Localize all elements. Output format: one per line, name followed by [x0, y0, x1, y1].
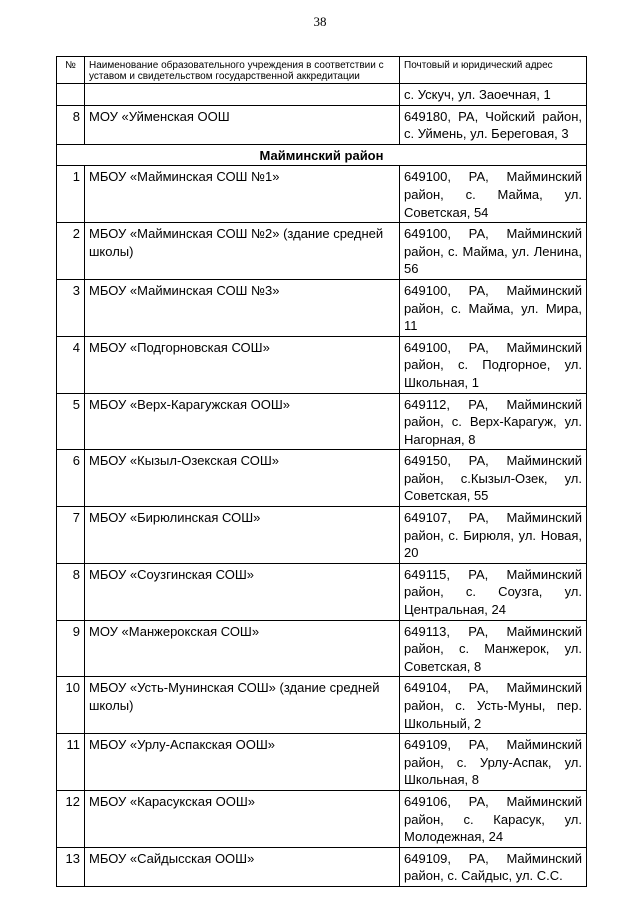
schools-table — [56, 56, 587, 887]
section-row — [57, 144, 587, 166]
table-row — [57, 105, 587, 144]
row-name: МБОУ «Верх-Карагужская ООШ» — [85, 393, 400, 450]
table-row — [57, 563, 587, 620]
table-header-row — [57, 57, 587, 84]
row-num: 3 — [57, 279, 85, 336]
row-num: 11 — [57, 734, 85, 791]
row-num: 12 — [57, 790, 85, 847]
row-name — [85, 84, 400, 106]
row-address: 649100, РА, Майминский район, с. Подгорное, ул. Школьная, 1 — [400, 336, 587, 393]
row-address: 649100, РА, Майминский район, с. Майма, ул. Ленина, 56 — [400, 223, 587, 280]
header-address: Почтовый и юридический адрес — [400, 57, 587, 84]
row-name: МБОУ «Сайдысская ООШ» — [85, 847, 400, 886]
table-row — [57, 847, 587, 886]
row-name: МБОУ «Майминская СОШ №1» — [85, 166, 400, 223]
row-num: 6 — [57, 450, 85, 507]
row-num: 13 — [57, 847, 85, 886]
row-address: 649109, РА, Майминский район, с. Сайдыс, ул. С.С. — [400, 847, 587, 886]
header-num: № — [57, 57, 85, 84]
schools-table-body — [57, 57, 587, 887]
row-name: МБОУ «Майминская СОШ №3» — [85, 279, 400, 336]
row-num: 10 — [57, 677, 85, 734]
row-num — [57, 84, 85, 106]
row-num: 8 — [57, 563, 85, 620]
row-address: 649180, РА, Чойский район, с. Уймень, ул. Береговая, 3 — [400, 105, 587, 144]
row-address: 649115, РА, Майминский район, с. Соузга, ул. Центральная, 24 — [400, 563, 587, 620]
table-row — [57, 336, 587, 393]
row-name: МОУ «Уйменская ООШ — [85, 105, 400, 144]
row-address: 649112, РА, Майминский район, с. Верх-Карагуж, ул. Нагорная, 8 — [400, 393, 587, 450]
table-row — [57, 223, 587, 280]
row-address: 649100, РА, Майминский район, с. Майма, ул. Мира, 11 — [400, 279, 587, 336]
row-name: МБОУ «Урлу-Аспакская ООШ» — [85, 734, 400, 791]
row-name: МБОУ «Майминская СОШ №2» (здание средней школы) — [85, 223, 400, 280]
row-name: МБОУ «Соузгинская СОШ» — [85, 563, 400, 620]
row-address: 649100, РА, Майминский район, с. Майма, ул. Советская, 54 — [400, 166, 587, 223]
row-address: 649107, РА, Майминский район, с. Бирюля, ул. Новая, 20 — [400, 507, 587, 564]
row-num: 2 — [57, 223, 85, 280]
row-num: 5 — [57, 393, 85, 450]
row-name: МБОУ «Усть-Мунинская СОШ» (здание средней школы) — [85, 677, 400, 734]
table-row — [57, 507, 587, 564]
row-name: МБОУ «Бирюлинская СОШ» — [85, 507, 400, 564]
page-number: 38 — [313, 14, 327, 29]
row-name: МБОУ «Карасукская ООШ» — [85, 790, 400, 847]
row-name: МБОУ «Подгорновская СОШ» — [85, 336, 400, 393]
table-row — [57, 620, 587, 677]
row-name: МБОУ «Кызыл-Озекская СОШ» — [85, 450, 400, 507]
row-num: 9 — [57, 620, 85, 677]
header-name: Наименование образовательного учреждения в соответствии с уставом и свидетельством государственной аккредитации — [85, 57, 400, 84]
row-address: 649109, РА, Майминский район, с. Урлу-Аспак, ул. Школьная, 8 — [400, 734, 587, 791]
section-title: Майминский район — [57, 144, 587, 166]
row-address: с. Ускуч, ул. Заоечная, 1 — [400, 84, 587, 106]
row-num: 7 — [57, 507, 85, 564]
table-row — [57, 166, 587, 223]
table-row — [57, 734, 587, 791]
row-num: 1 — [57, 166, 85, 223]
row-address: 649113, РА, Майминский район, с. Манжерок, ул. Советская, 8 — [400, 620, 587, 677]
row-num: 8 — [57, 105, 85, 144]
table-row-continued — [57, 84, 587, 106]
table-row — [57, 450, 587, 507]
row-address: 649104, РА, Майминский район, с. Усть-Муны, пер. Школьный, 2 — [400, 677, 587, 734]
row-address: 649106, РА, Майминский район, с. Карасук, ул. Молодежная, 24 — [400, 790, 587, 847]
row-address: 649150, РА, Майминский район, с.Кызыл-Озек, ул. Советская, 55 — [400, 450, 587, 507]
table-row — [57, 279, 587, 336]
row-num: 4 — [57, 336, 85, 393]
table-row — [57, 393, 587, 450]
table-row — [57, 790, 587, 847]
table-row — [57, 677, 587, 734]
row-name: МОУ «Манжерокская СОШ» — [85, 620, 400, 677]
